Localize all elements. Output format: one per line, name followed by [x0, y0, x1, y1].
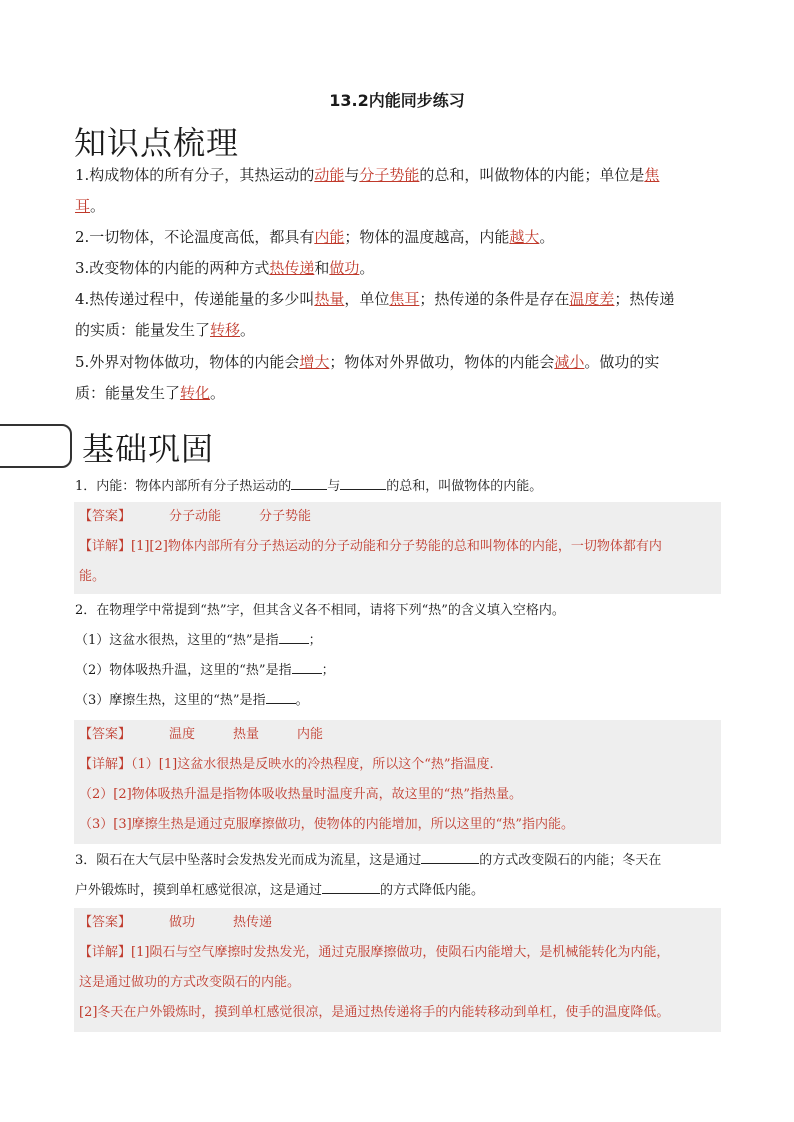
- detail-label: 【详解】: [79, 945, 132, 960]
- text: （3）摩擦生热，这里的“热”是指: [75, 693, 266, 708]
- answer-fill: 耳: [75, 197, 91, 215]
- answer-line: [74, 908, 721, 938]
- detail-line: [74, 562, 721, 592]
- question-2: [75, 596, 725, 716]
- answer-value: 分子势能: [259, 509, 312, 524]
- answer-line: [74, 502, 721, 532]
- text: 。: [359, 259, 375, 277]
- question-3: [75, 846, 725, 906]
- knowledge-item-5: [75, 347, 725, 409]
- detail-line: （3）[3]摩擦生热是通过克服摩擦做功，使物体的内能增加，所以这里的“热”指内能。: [79, 817, 574, 832]
- text: ，单位: [344, 290, 390, 308]
- blank: [291, 477, 327, 490]
- detail-text: （1）[1]这盆水很热是反映水的冷热程度，所以这个“热”指温度.: [131, 757, 494, 772]
- blank: [340, 477, 386, 490]
- text: 3．陨石在大气层中坠落时会发热发光而成为流星，这是通过: [75, 853, 422, 868]
- question-1: [75, 472, 725, 502]
- sub-question: [75, 686, 725, 716]
- text: ；热传递的条件是存在: [419, 290, 570, 308]
- answer-value: 内能: [297, 727, 324, 742]
- text: 。: [295, 693, 309, 708]
- detail-label: 【详解】: [79, 539, 132, 554]
- text: 4.热传递过程中，传递能量的多少叫: [75, 290, 315, 308]
- detail-line: （2）[2]物体吸热升温是指物体吸收热量时温度升高，故这里的“热”指热量。: [79, 787, 522, 802]
- detail-line: [74, 750, 721, 780]
- text: ；热传递: [614, 290, 675, 308]
- answer-fill: 温度差: [569, 290, 615, 308]
- answer-box-1: [74, 502, 721, 594]
- detail-line: [2]冬天在户外锻炼时，摸到单杠感觉很凉，是通过热传递将手的内能转移动到单杠，使手的温度降低。: [79, 1005, 670, 1020]
- text: 3.改变物体的内能的两种方式: [75, 259, 270, 277]
- section-tab-decoration: [0, 424, 72, 468]
- text: 的方式改变陨石的内能；冬天在: [479, 853, 662, 868]
- blank: [322, 881, 380, 894]
- answer-fill: 内能: [314, 228, 345, 246]
- text: （1）这盆水很热，这里的“热”是指: [75, 633, 279, 648]
- answer-fill: 做功: [329, 259, 360, 277]
- text: 与: [344, 166, 360, 184]
- text: 1．内能：物体内部所有分子热运动的: [75, 479, 292, 494]
- question-stem: 2．在物理学中常提到“热”字，但其含义各不相同，请将下列“热”的含义填入空格内。: [75, 603, 565, 618]
- answer-fill: 热量: [314, 290, 345, 308]
- answer-value: 做功: [169, 915, 196, 930]
- question-line: [75, 846, 725, 876]
- text: 。: [539, 228, 555, 246]
- text: 。: [240, 321, 256, 339]
- answer-value: 热传递: [233, 915, 273, 930]
- knowledge-item-1: [75, 160, 725, 222]
- text: 2.一切物体，不论温度高低，都具有: [75, 228, 315, 246]
- text: 1.构成物体的所有分子，其热运动的: [75, 166, 315, 184]
- knowledge-heading: 知识点梳理: [74, 124, 240, 162]
- text: 的方式降低内能。: [380, 883, 485, 898]
- answer-fill: 转化: [180, 384, 211, 402]
- text: （2）物体吸热升温，这里的“热”是指: [75, 663, 292, 678]
- text: 质：能量发生了: [75, 384, 181, 402]
- text: 与: [327, 479, 341, 494]
- answer-fill: 转移: [210, 321, 241, 339]
- detail-line: [74, 938, 721, 968]
- knowledge-item-2: [75, 222, 725, 253]
- text: 。: [210, 384, 226, 402]
- detail-text: [1]陨石与空气摩擦时发热发光，通过克服摩擦做功，使陨石内能增大，是机械能转化为内能，: [131, 945, 670, 960]
- question-line: [75, 876, 725, 906]
- text: ；: [308, 633, 322, 648]
- page-title: 13.2内能同步练习: [329, 91, 465, 110]
- answer-fill: 焦: [644, 166, 660, 184]
- answer-fill: 动能: [314, 166, 345, 184]
- answer-label: 【答案】: [79, 915, 132, 930]
- detail-text: 能。: [79, 569, 106, 584]
- text: 的总和，叫做物体的内能；单位是: [419, 166, 645, 184]
- knowledge-item-3: [75, 253, 725, 284]
- blank: [266, 691, 296, 704]
- knowledge-item-4: [75, 284, 725, 346]
- text: ；: [321, 663, 335, 678]
- answer-value: 热量: [233, 727, 260, 742]
- detail-text: [1][2]物体内部所有分子热运动的分子动能和分子势能的总和叫物体的内能，一切物体都有内: [131, 539, 662, 554]
- answer-label: 【答案】: [79, 727, 132, 742]
- text: ；物体对外界做功，物体的内能会: [329, 353, 555, 371]
- text: 的实质：能量发生了: [75, 321, 211, 339]
- detail-label: 【详解】: [79, 757, 132, 772]
- blank: [279, 631, 309, 644]
- text: 户外锻炼时，摸到单杠感觉很凉，这是通过: [75, 883, 323, 898]
- answer-box-2: [74, 720, 721, 844]
- blank: [421, 851, 479, 864]
- basic-heading: 基础巩固: [82, 430, 215, 468]
- text: ；物体的温度越高，内能: [344, 228, 510, 246]
- detail-line: [74, 532, 721, 562]
- blank: [292, 661, 322, 674]
- answer-line: [74, 720, 721, 750]
- text: 和: [314, 259, 330, 277]
- sub-question: [75, 656, 725, 686]
- text: 。做功的实: [584, 353, 660, 371]
- answer-box-3: [74, 908, 721, 1032]
- answer-fill: 热传递: [269, 259, 315, 277]
- answer-fill: 减小: [554, 353, 585, 371]
- answer-label: 【答案】: [79, 509, 132, 524]
- answer-fill: 越大: [509, 228, 540, 246]
- text: 。: [90, 197, 106, 215]
- text: 5.外界对物体做功，物体的内能会: [75, 353, 300, 371]
- sub-question: [75, 626, 725, 656]
- answer-fill: 增大: [299, 353, 330, 371]
- answer-fill: 分子势能: [359, 166, 420, 184]
- answer-fill: 焦耳: [389, 290, 420, 308]
- answer-value: 分子动能: [169, 509, 222, 524]
- detail-line: 这是通过做功的方式改变陨石的内能。: [79, 975, 301, 990]
- text: 的总和，叫做物体的内能。: [386, 479, 543, 494]
- answer-value: 温度: [169, 727, 196, 742]
